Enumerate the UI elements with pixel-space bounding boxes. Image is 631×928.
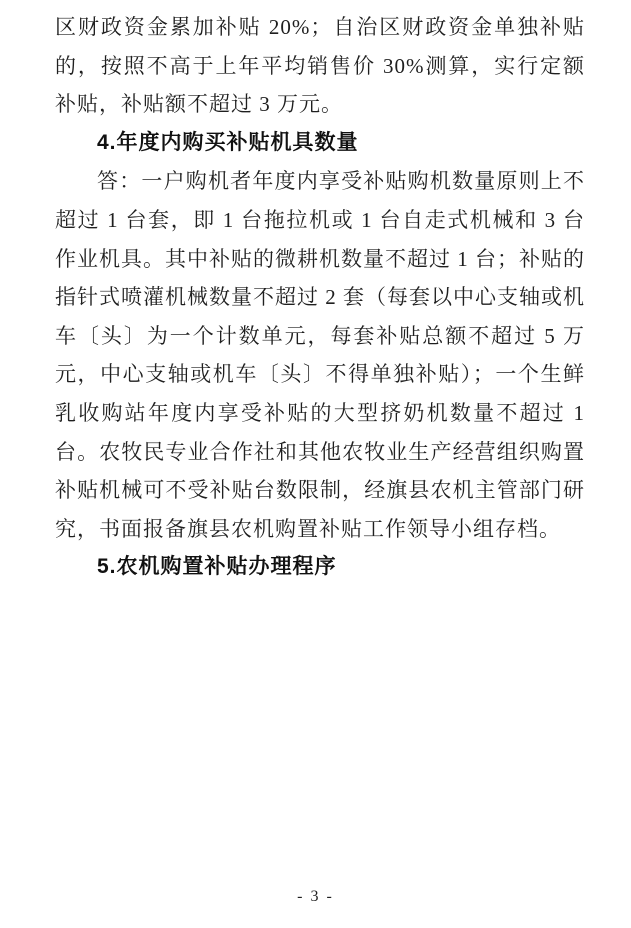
paragraph-section-4-answer: 答：一户购机者年度内享受补贴购机数量原则上不超过 1 台套，即 1 台拖拉机或 1 台自走式机械和 3 台作业机具。其中补贴的微耕机数量不超过 1 台；补贴的指针式喷灌机械数量不超过 2 套（每套以中心支轴或机车〔头〕为一个计数单元，每套补贴总额不超过 5 万元，中心支轴或机车〔头〕不得单独补贴）；一个生鲜乳收购站年度内享受补贴的大型挤奶机数量不超过 1 台。农牧民专业合作社和其他农牧业生产经营组织购置补贴机械可不受补贴台数限制，经旗县农机主管部门研究，书面报备旗县农机购置补贴工作领导小组存档。: [55, 169, 585, 541]
section-heading-5: 5.农机购置补贴办理程序: [97, 555, 337, 579]
paragraph-continuation: 区财政资金累加补贴 20%；自治区财政资金单独补贴的，按照不高于上年平均销售价 30%测算，实行定额补贴，补贴额不超过 3 万元。: [55, 15, 585, 117]
section-heading-4: 4.年度内购买补贴机具数量: [97, 130, 359, 154]
footer-page-number: - 3 -: [297, 888, 334, 905]
